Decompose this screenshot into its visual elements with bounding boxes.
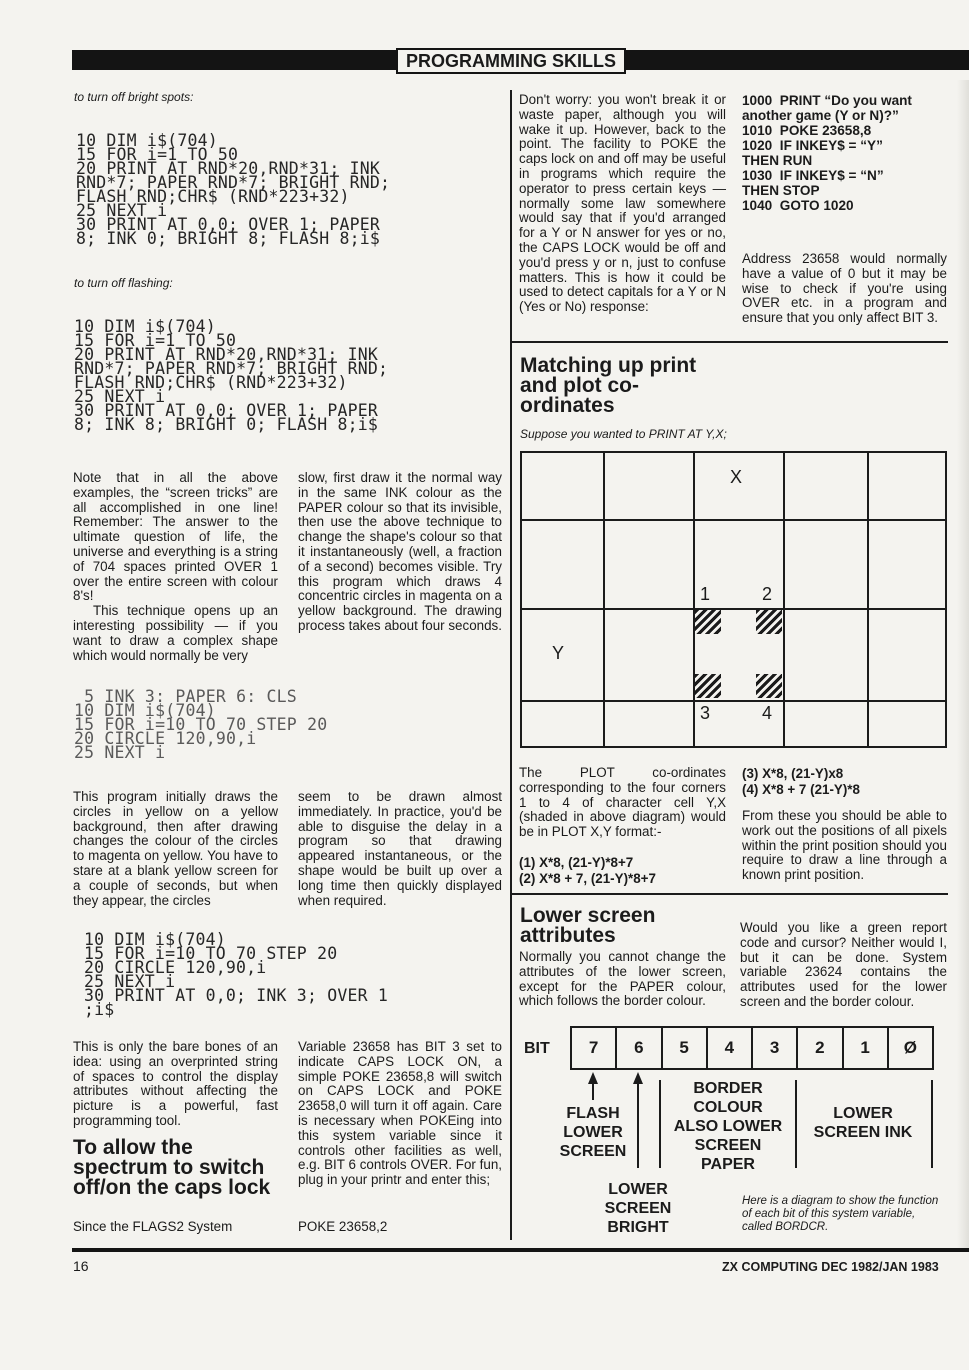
caption-print-at: Suppose you wanted to PRINT AT Y,X; xyxy=(520,427,727,441)
paragraph-note-p2: This technique opens up an interesting possibility — if you want to draw a complex shape which would normally be very xyxy=(73,603,278,663)
code-listing-circles: 5 INK 3: PAPER 6: CLS 10 DIM i$(704) 15 FOR i=10 TO 70 STEP 20 20 CIRCLE 120,90,i 25 NEXT i xyxy=(74,687,328,762)
bit-label: BIT xyxy=(524,1040,550,1057)
heading-matching: Matching up print and plot co-ordinates xyxy=(520,354,697,417)
paragraph-bare-bones: This is only the bare bones of an idea: using an overprinted string of spaces to control the display attributes without affecting the picture is a powerful, fast programming tool. xyxy=(73,1039,278,1128)
footer-rule xyxy=(72,1248,969,1252)
grid-row-line xyxy=(522,519,945,521)
formula-2: (2) X*8 + 7, (21-Y)*8+7 xyxy=(519,871,656,886)
paragraph-note-p1: Note that in all the above examples, the “screen tricks” are all accomplished in one line! Remember: The answer to the ultimate question of life, the universe and everything is a string of 704 spaces printed OVER 1 over the entire screen with colour 8's! xyxy=(73,470,278,604)
page-number: 16 xyxy=(73,1258,89,1274)
formula-3: (3) X*8, (21-Y)x8 xyxy=(742,766,844,781)
code-listing-flashing: 10 DIM i$(704) 15 FOR i=1 TO 50 20 PRINT AT RND*20,RND*31; INK RND*7; PAPER RND*7; BRIGHT RND; FLASH RND;CHR$ (RND*223+32) 25 NEXT i 30 PRINT AT 0,0; OVER 1; PAPER 8; INK 8; BRIGHT 0; FLASH 8;i$ xyxy=(74,317,389,434)
caption-flashing: to turn off flashing: xyxy=(74,276,173,290)
column-divider xyxy=(510,90,512,1240)
grid-col-line xyxy=(867,453,869,746)
grid-label-x: X xyxy=(730,467,743,487)
magazine-issue: ZX COMPUTING DEC 1982/JAN 1983 xyxy=(722,1260,939,1274)
paragraph-seem: seem to be drawn almost immediately. In practice, you'd be able to disguise the delay in a program so that drawing appeared instantaneous, or the shape would be built up over a long time then quickly displayed when required. xyxy=(298,789,502,908)
section-rule-1 xyxy=(512,341,948,343)
bit-cell-3: 3 xyxy=(753,1028,798,1068)
section-title: PROGRAMMING SKILLS xyxy=(396,48,626,74)
bit-row xyxy=(570,1026,934,1070)
bit-cell-1: 1 xyxy=(844,1028,889,1068)
formula-4: (4) X*8 + 7 (21-Y)*8 xyxy=(742,782,860,797)
label-border: BORDER COLOUR ALSO LOWER SCREEN PAPER xyxy=(673,1080,783,1173)
bit-cell-4: 4 xyxy=(708,1028,753,1068)
shaded-corner-4 xyxy=(756,674,782,698)
grid-col-line xyxy=(603,453,605,746)
formula-1: (1) X*8, (21-Y)*8+7 xyxy=(519,855,634,870)
label-flash: FLASH LOWER SCREEN xyxy=(559,1105,627,1160)
grid-label-2: 2 xyxy=(762,584,773,604)
code-listing-overprint: 10 DIM i$(704) 15 FOR i=10 TO 70 STEP 20 20 CIRCLE 120,90,i 25 NEXT i 30 PRINT AT 0,0; INK 3; OVER 1 ;i$ xyxy=(84,930,389,1019)
paragraph-green-report: Would you like a green report code and cursor? Neither would I, but it can be done. System variable 23624 contains the attributes used for the lower screen and the border colour. xyxy=(740,920,947,1009)
shaded-corner-2 xyxy=(756,610,782,634)
paragraph-note xyxy=(73,471,278,663)
shaded-corner-1 xyxy=(695,610,721,634)
poke-statement: POKE 23658,2 xyxy=(298,1219,388,1234)
shaded-corner-3 xyxy=(695,674,721,698)
bit-cell-5: 5 xyxy=(663,1028,708,1068)
grid-label-3: 3 xyxy=(700,703,711,723)
bit-cell-0: Ø xyxy=(903,1038,917,1057)
grid-label-y: Y xyxy=(552,643,565,663)
grid-col-line xyxy=(693,453,695,746)
caption-bright: to turn off bright spots: xyxy=(74,90,194,104)
arrow-bit6-shaft xyxy=(637,1082,639,1168)
print-grid-diagram xyxy=(520,451,947,748)
code-listing-bright: 10 DIM i$(704) 15 FOR i=1 TO 50 20 PRINT AT RND*20,RND*31; INK RND*7; PAPER RND*7; BRIGHT RND; FLASH RND;CHR$ (RND*223+32) 25 NEXT i 30 PRINT AT 0,0; OVER 1; PAPER 8; INK 0; BRIGHT 8; FLASH 8;i$ xyxy=(76,131,391,248)
bracket-right xyxy=(931,1080,933,1168)
paragraph-dont-worry: Don't worry: you won't break it or waste paper, although you will wake it up. However, back to the point. The facility to POKE the caps lock on and off may be useful in programs which require the operator to press certain keys — normally some law somewhere would say that if you'd arranged for a Y or N answer for yes or no, the CAPS LOCK would be off and you'd press y or n, just to confuse matters. This is how it could be used to detect capitals for a Y or N (Yes or No) response: xyxy=(519,92,726,315)
bit-cell-2: 2 xyxy=(798,1028,843,1068)
heading-lower-screen: Lower screen attributes xyxy=(520,904,656,947)
label-ink: LOWER SCREEN INK xyxy=(813,1105,913,1141)
label-bright: LOWER SCREEN BRIGHT xyxy=(604,1181,672,1236)
grid-label-1: 1 xyxy=(700,584,711,604)
bracket-left xyxy=(659,1080,661,1168)
heading-caps-lock: To allow the spectrum to switch off/on the caps lock xyxy=(73,1136,271,1199)
bit-cell-6: 6 xyxy=(617,1028,662,1068)
paragraph-variable: Variable 23658 has BIT 3 set to indicate CAPS LOCK ON, a simple POKE 23658,8 will switch on CAPS LOCK and POKE 23658,0 will turn it off again. Care is necessary when POKEing into this system variable since it controls other facilities as well, e.g. BIT 6 controls OVER. For fun, plug in your printr and enter this; xyxy=(298,1039,502,1188)
grid-row-line xyxy=(522,700,945,702)
arrow-bit7-shaft xyxy=(592,1082,594,1100)
paragraph-slow: slow, first draw it the normal way in the same INK colour as the PAPER colour so that its invisible, then use the above technique to change the shape's colour so that it instantaneously (well, a fraction of a second) becomes visible. Try this program which draws 4 concentric circles in magenta on a yellow background. The drawing process takes about four seconds. xyxy=(298,470,502,633)
page-edge xyxy=(957,80,969,1250)
paragraph-positions: From these you should be able to work out the positions of all pixels within the print position should you require to draw a line through a known print position. xyxy=(742,808,947,883)
diagram-caption: Here is a diagram to show the function of each bit of this system variable, called BORDCR. xyxy=(742,1195,939,1233)
grid-row-line xyxy=(522,608,945,610)
bracket-mid xyxy=(795,1080,797,1168)
grid-label-4: 4 xyxy=(762,703,773,723)
paragraph-program: This program initially draws the circles in yellow on a yellow background, then after drawing changes the colour of the circles to magenta on yellow. You have to stare at a blank yellow screen for a couple of seconds, but when they appear, the circles xyxy=(73,789,278,908)
paragraph-plot: The PLOT co-ordinates corresponding to the four corners 1 to 4 of character cell Y,X (shaded in above diagram) would be in PLOT X,Y format:- xyxy=(519,765,726,840)
grid-col-line xyxy=(783,453,785,746)
bit-cell-7: 7 xyxy=(572,1028,617,1068)
code-listing-inkey: 1000 PRINT “Do you want another game (Y or N)?” 1010 POKE 23658,8 1020 IF INKEY$ = “Y” THEN RUN 1030 IF INKEY$ = “N” THEN STOP 1040 GOTO 1020 xyxy=(742,93,912,213)
paragraph-flags2: Since the FLAGS2 System xyxy=(73,1219,233,1234)
paragraph-address: Address 23658 would normally have a value of 0 but it may be wise to check if you're using OVER etc. in a program and ensure that you only affect BIT 3. xyxy=(742,251,947,326)
paragraph-lower-screen: Normally you cannot change the attributes of the lower screen, except for the PAPER colour, which follows the border colour. xyxy=(519,949,726,1009)
section-rule-2 xyxy=(512,893,948,895)
